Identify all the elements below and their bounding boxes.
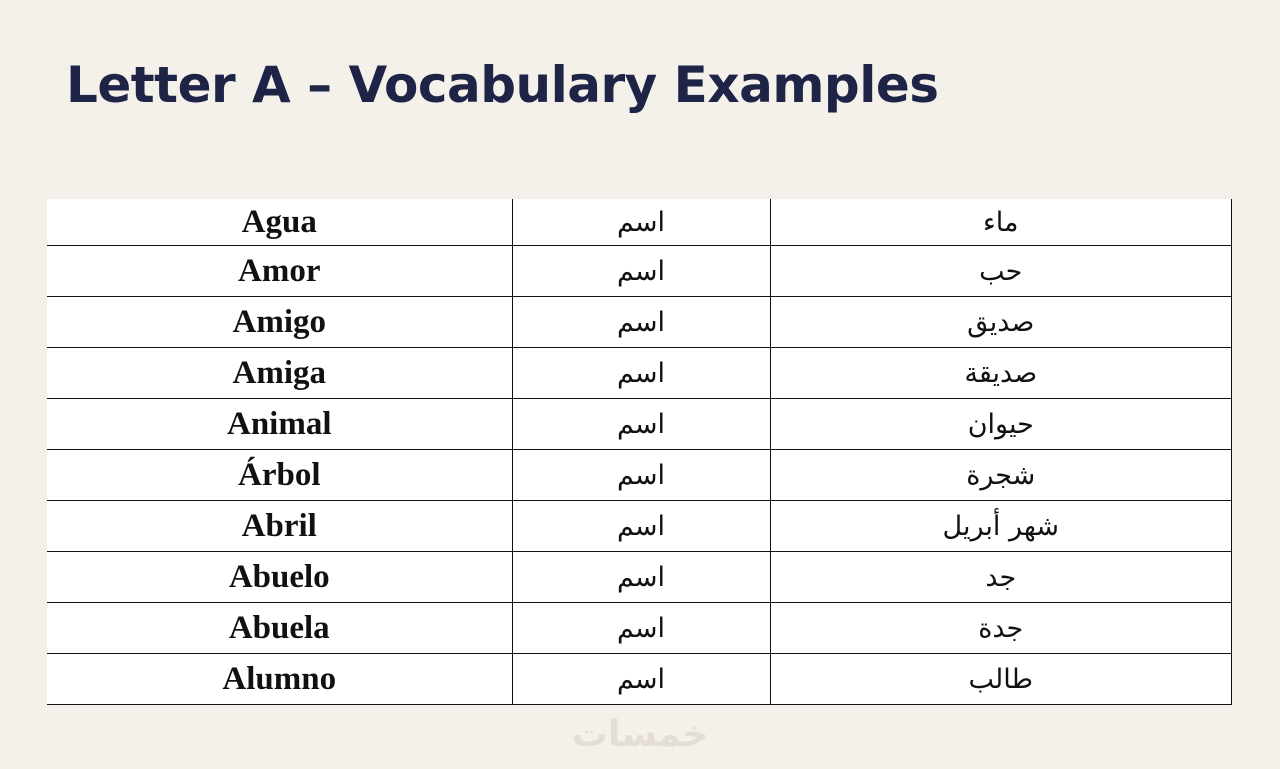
- arabic-meaning-cell: جدة: [770, 603, 1232, 654]
- word-type-cell: اسم: [512, 450, 770, 501]
- word-type-cell: اسم: [512, 399, 770, 450]
- arabic-meaning-cell: حيوان: [770, 399, 1232, 450]
- vocabulary-table-body: [47, 199, 1232, 705]
- arabic-meaning-cell: حب: [770, 246, 1232, 297]
- word-type-cell: اسم: [512, 297, 770, 348]
- table-row: [47, 297, 1232, 348]
- arabic-meaning-cell: صديق: [770, 297, 1232, 348]
- arabic-meaning-cell: شجرة: [770, 450, 1232, 501]
- arabic-meaning-cell: شهر أبريل: [770, 501, 1232, 552]
- table-row: [47, 199, 1232, 246]
- word-type-cell: اسم: [512, 552, 770, 603]
- table-row: [47, 552, 1232, 603]
- spanish-word-cell: Abril: [47, 501, 512, 552]
- spanish-word-cell: Amor: [47, 246, 512, 297]
- table-row: [47, 654, 1232, 705]
- spanish-word-cell: Agua: [47, 199, 512, 246]
- page-title: Letter A – Vocabulary Examples: [66, 56, 939, 114]
- word-type-cell: اسم: [512, 246, 770, 297]
- table-row: [47, 450, 1232, 501]
- table-row: [47, 246, 1232, 297]
- table-row: [47, 348, 1232, 399]
- spanish-word-cell: Amiga: [47, 348, 512, 399]
- spanish-word-cell: Abuela: [47, 603, 512, 654]
- spanish-word-cell: Abuelo: [47, 552, 512, 603]
- word-type-cell: اسم: [512, 654, 770, 705]
- watermark-logo: خمسات: [571, 714, 709, 755]
- spanish-word-cell: Amigo: [47, 297, 512, 348]
- word-type-cell: اسم: [512, 603, 770, 654]
- arabic-meaning-cell: جد: [770, 552, 1232, 603]
- word-type-cell: اسم: [512, 348, 770, 399]
- table-row: [47, 603, 1232, 654]
- arabic-meaning-cell: ماء: [770, 199, 1232, 246]
- table-row: [47, 399, 1232, 450]
- table-row: [47, 501, 1232, 552]
- spanish-word-cell: Árbol: [47, 450, 512, 501]
- spanish-word-cell: Alumno: [47, 654, 512, 705]
- arabic-meaning-cell: صديقة: [770, 348, 1232, 399]
- arabic-meaning-cell: طالب: [770, 654, 1232, 705]
- word-type-cell: اسم: [512, 199, 770, 246]
- word-type-cell: اسم: [512, 501, 770, 552]
- spanish-word-cell: Animal: [47, 399, 512, 450]
- vocabulary-table: [47, 199, 1232, 705]
